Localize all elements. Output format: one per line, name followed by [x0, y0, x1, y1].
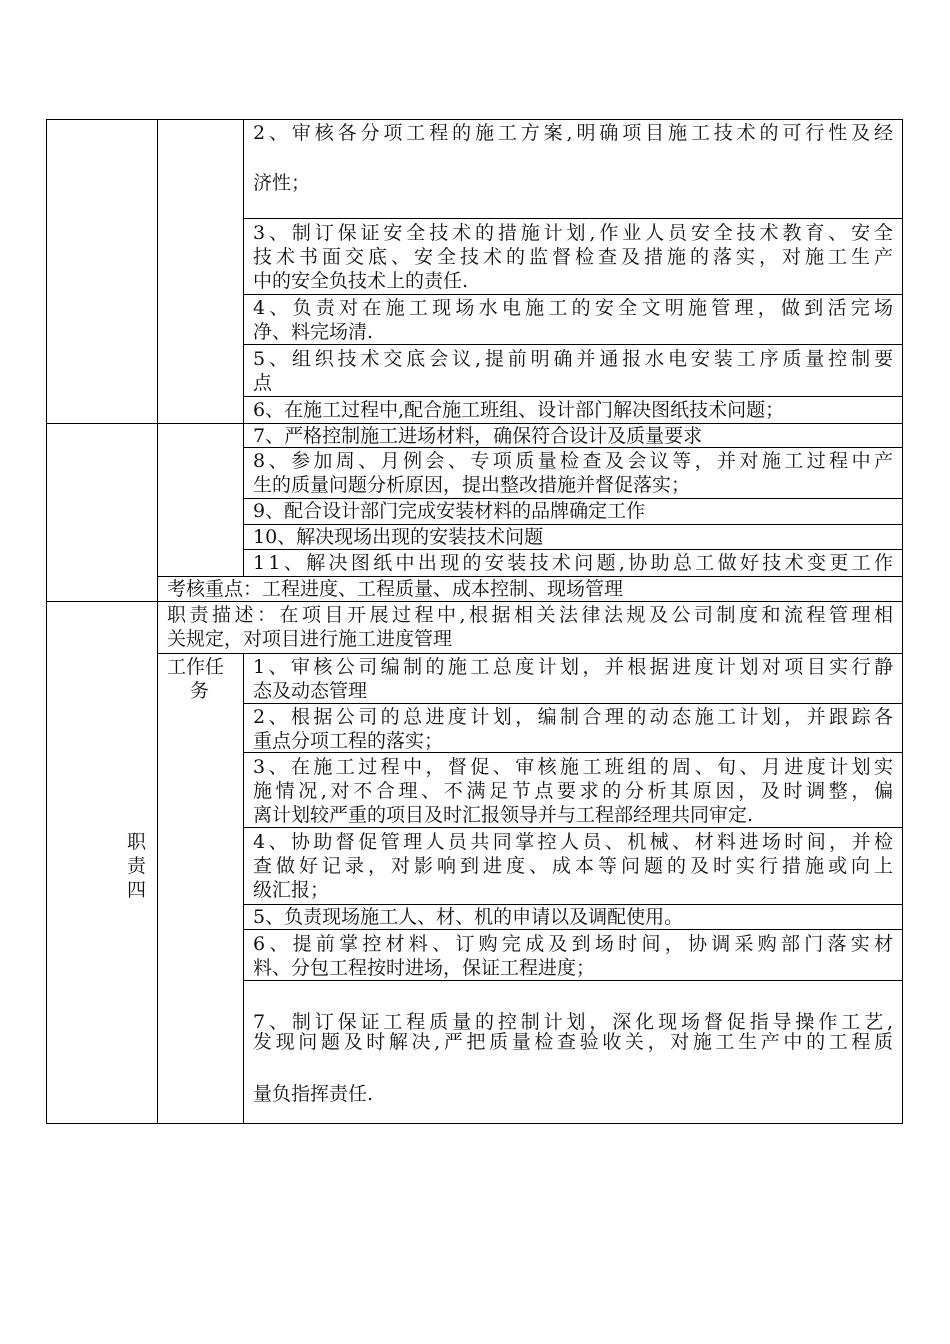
duty-label-char: 职: [127, 831, 147, 853]
text-line: 点: [253, 372, 273, 394]
text-line: 济性；: [253, 172, 311, 194]
text-line: 发现问题及时解决,严把质量检查验收关，对施工生产中的工程质: [253, 1031, 897, 1053]
text-line: 2、审核各分项工程的施工方案,明确项目施工技术的可行性及经: [253, 122, 897, 144]
duty-label-char: 四: [127, 879, 147, 901]
text-line: 3、在施工过程中，督促、审核施工班组的周、旬、月进度计划实: [253, 756, 897, 778]
text-line: 4、协助督促管理人员共同掌控人员、机械、材料进场时间，并检: [253, 831, 897, 853]
text-line: 6、在施工过程中,配合施工班组、设计部门解决图纸技术问题；: [253, 399, 785, 421]
text-line: 9、配合设计部门完成安装材料的品牌确定工作: [253, 500, 646, 522]
text-line: 职责描述：在项目开展过程中,根据相关法律法规及公司制度和流程管理相: [167, 604, 897, 626]
text-line: 重点分项工程的落实；: [253, 730, 444, 752]
text-line: 关规定，对项目进行施工进度管理: [167, 628, 453, 650]
text-line: 技术书面交底、安全技术的监督检查及措施的落实，对施工生产: [253, 246, 897, 268]
duty-label-char: 责: [127, 855, 147, 877]
text-line: 工作任: [167, 656, 225, 678]
text-line: 2、根据公司的总进度计划，编制合理的动态施工计划，并跟踪各: [253, 706, 897, 728]
text-line: 11、解决图纸中出现的安装技术问题,协助总工做好技术变更工作: [253, 552, 897, 574]
assessment-focus: 考核重点：工程进度、工程质量、成本控制、现场管理: [167, 578, 624, 600]
text-line: 务: [190, 680, 210, 702]
text-line: 料、分包工程按时进场，保证工程进度；: [253, 957, 596, 979]
text-line: 7、制订保证工程质量的控制计划，深化现场督促指导操作工艺,: [253, 1011, 897, 1033]
text-line: 6、提前掌控材料、订购完成及到场时间，协调采购部门落实材: [253, 933, 898, 955]
text-line: 施情况,对不合理、不满足节点要求的分析其原因，及时调整，偏: [253, 780, 897, 802]
text-line: 净、料完场清.: [253, 321, 374, 343]
text-line: 量负指挥责任.: [253, 1083, 374, 1105]
text-line: 8、参加周、月例会、专项质量检查及会议等，并对施工过程中产: [253, 450, 897, 472]
text-line: 5、负责现场施工人、材、机的申请以及调配使用。: [253, 906, 684, 928]
text-line: 5、组织技术交底会议,提前明确并通报水电安装工序质量控制要: [253, 348, 897, 370]
text-line: 生的质量问题分析原因，提出整改措施并督促落实；: [253, 474, 691, 496]
text-line: 查做好记录，对影响到进度、成本等问题的及时实行措施或向上: [253, 855, 897, 877]
text-line: 3、制订保证安全技术的措施计划,作业人员安全技术教育、安全: [253, 222, 897, 244]
text-line: 7、严格控制施工进场材料，确保符合设计及质量要求: [253, 425, 703, 447]
text-line: 离计划较严重的项目及时汇报领导并与工程部经理共同审定.: [253, 804, 754, 826]
text-line: 4、负责对在施工现场水电施工的安全文明施管理，做到活完场: [253, 297, 898, 319]
text-line: 态及动态管理: [253, 680, 368, 702]
text-line: 中的安全负技术上的责任.: [253, 270, 469, 292]
text-line: 1、审核公司编制的施工总度计划，并根据进度计划对项目实行静: [253, 656, 897, 678]
text-line: 10、解决现场出现的安装技术问题: [253, 526, 544, 548]
text-line: 级汇报；: [253, 879, 330, 901]
